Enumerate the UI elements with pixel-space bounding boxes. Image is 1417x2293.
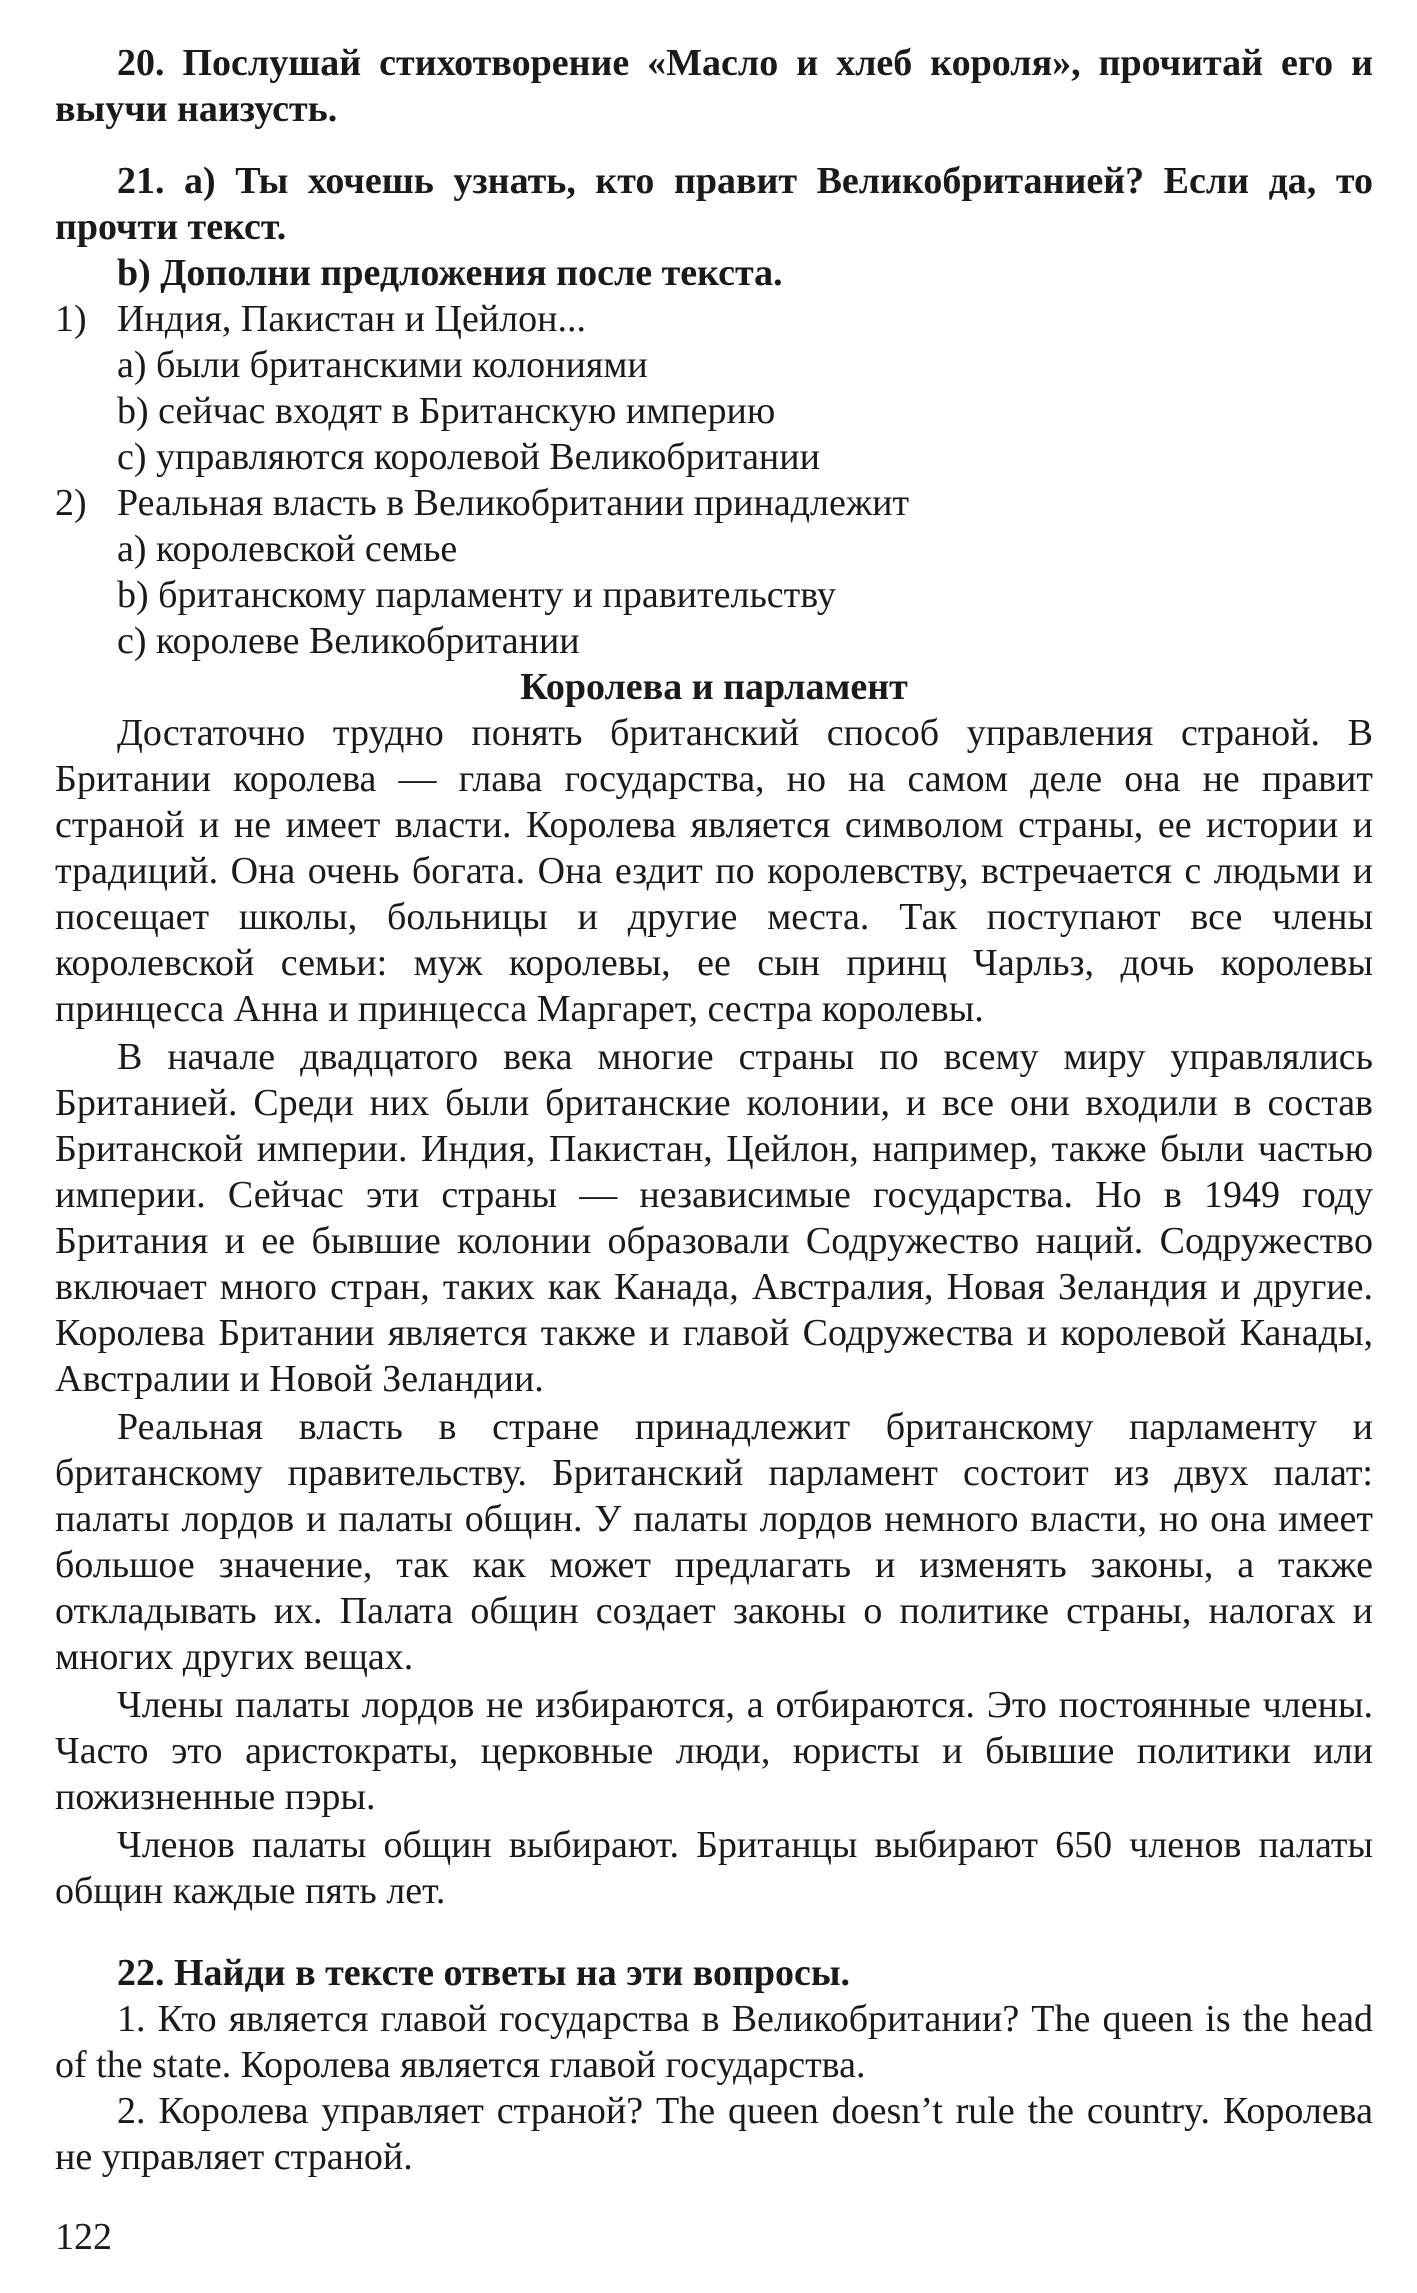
- answer-option: b) сейчас входят в Британскую империю: [117, 390, 776, 432]
- answer-option: a) были британскими колониями: [117, 344, 648, 386]
- task-20: 20. Послушай стихотворение «Масло и хлеб короля», прочитай его и выучи наизусть.: [55, 42, 1373, 130]
- text-paragraph: Члены палаты лордов не избираются, а отбираются. Это постоянные члены. Часто это аристократы, церковные люди, юристы и бывшие политики или пожизненные пэры.: [55, 1684, 1373, 1818]
- task-22-answer: 1. Кто является главой государства в Великобритании? The queen is the head of the state. Королева является главой государства.: [55, 1998, 1373, 2086]
- page-content: [55, 40, 1373, 2180]
- task-21-intro: 21. а) Ты хочешь узнать, кто правит Великобританией? Если да, то прочти текст.: [55, 160, 1373, 248]
- answer-option: c) королеве Великобритании: [117, 620, 580, 662]
- question-text: Реальная власть в Великобритании принадлежит: [117, 482, 910, 524]
- answer-option: c) управляются королевой Великобритании: [117, 436, 820, 478]
- text-paragraph: Членов палаты общин выбирают. Британцы выбирают 650 членов палаты общин каждые пять лет.: [55, 1824, 1373, 1912]
- text-paragraph: Реальная власть в стране принадлежит британскому парламенту и британскому правительству. Британский парламент состоит из двух палат: палаты лордов и палаты общин. У палаты лордов немного власти, но она имеет большое значение, так как может предлагать и изменять законы, а также откладывать их. Палата общин создает законы о политике страны, налогах и многих других вещах.: [55, 1406, 1373, 1678]
- text-paragraph: Достаточно трудно понять британский способ управления страной. В Британии королева — глава государства, но на самом деле она не правит страной и не имеет власти. Королева является символом страны, ее истории и традиций. Она очень богата. Она ездит по королевству, встречается с людьми и посещает школы, больницы и другие места. Так поступают все члены королевской семьи: муж королевы, ее сын принц Чарльз, дочь королевы принцесса Анна и принцесса Маргарет, сестра королевы.: [55, 712, 1373, 1030]
- answer-option: a) королевской семье: [117, 528, 458, 570]
- task-21-sub-b: b) Дополни предложения после текста.: [117, 252, 783, 294]
- task-22-answer: 2. Королева управляет страной? The queen doesn’t rule the country. Королева не управляет страной.: [55, 2090, 1373, 2178]
- question-2: [55, 480, 1373, 664]
- page-number: 122: [55, 2216, 112, 2258]
- question-1: [55, 296, 1373, 480]
- question-number: 1): [55, 298, 87, 340]
- question-text: Индия, Пакистан и Цейлон...: [117, 298, 586, 340]
- text-paragraph: В начале двадцатого века многие страны по всему миру управлялись Британией. Среди них были британские колонии, и все они входили в состав Британской империи. Индия, Пакистан, Цейлон, например, также были частью империи. Сейчас эти страны — независимые государства. Но в 1949 году Британия и ее бывшие колонии образовали Содружество наций. Содружество включает много стран, таких как Канада, Австралия, Новая Зеландия и другие. Королева Британии является также и главой Содружества и королевой Канады, Австралии и Новой Зеландии.: [55, 1036, 1373, 1400]
- task-22-intro: 22. Найди в тексте ответы на эти вопросы.: [117, 1952, 851, 1994]
- answer-option: b) британскому парламенту и правительству: [117, 574, 836, 616]
- question-number: 2): [55, 482, 87, 524]
- text-title: Королева и парламент: [520, 666, 908, 708]
